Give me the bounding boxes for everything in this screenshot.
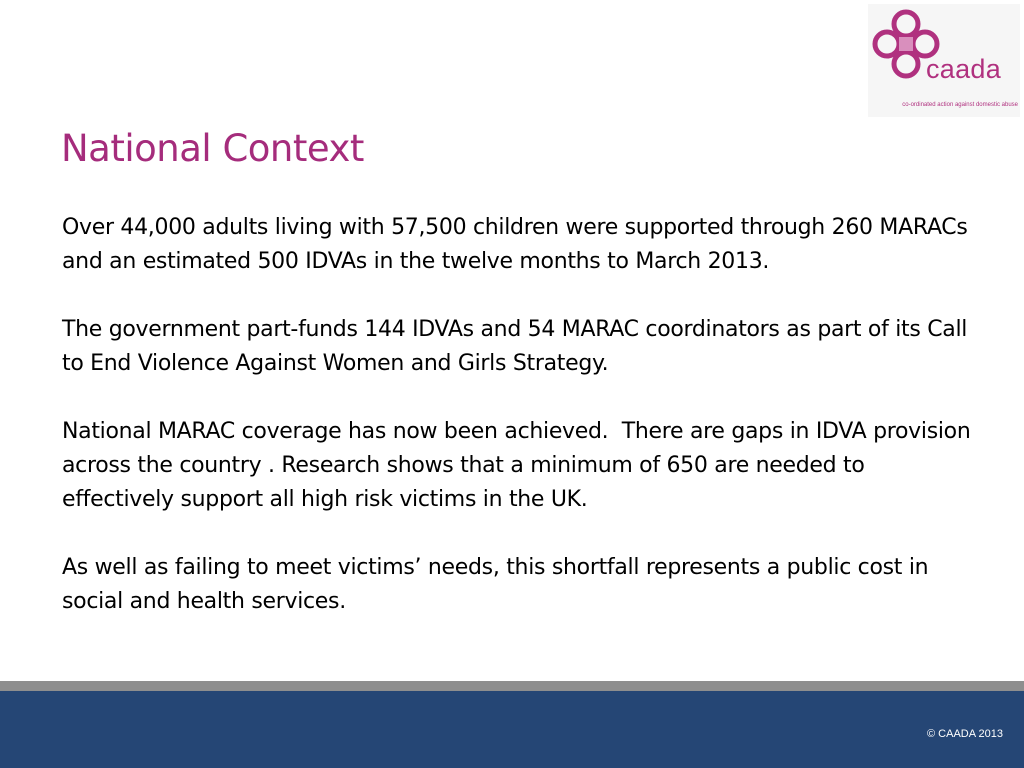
- paragraph-adults-supported: Over 44,000 adults living with 57,500 children were supported through 260 MARACs and an estimated 500 IDVAs in the twelve months to March 2013.: [62, 215, 975, 274]
- copyright-notice: © CAADA 2013: [927, 728, 1003, 740]
- logo-tagline: co-ordinated action against domestic abuse: [902, 102, 1018, 108]
- logo-wordmark: caada: [926, 54, 1002, 84]
- caada-logo: [868, 4, 1020, 117]
- slide-title: National Context: [61, 127, 364, 170]
- paragraph-marac-coverage: National MARAC coverage has now been achieved. There are gaps in IDVA provision across the country . Research shows that a minimum of 650 are needed to effectively support all high risk victims in the UK.: [62, 419, 978, 512]
- footer-divider: [0, 681, 1024, 691]
- footer-band: [0, 691, 1024, 768]
- paragraph-government-funding: The government part-funds 144 IDVAs and 54 MARAC coordinators as part of its Call to End Violence Against Women and Girls Strategy.: [62, 317, 974, 376]
- slide-body: [62, 211, 982, 653]
- paragraph-public-cost: As well as failing to meet victims’ needs, this shortfall represents a public cost in social and health services.: [62, 555, 935, 614]
